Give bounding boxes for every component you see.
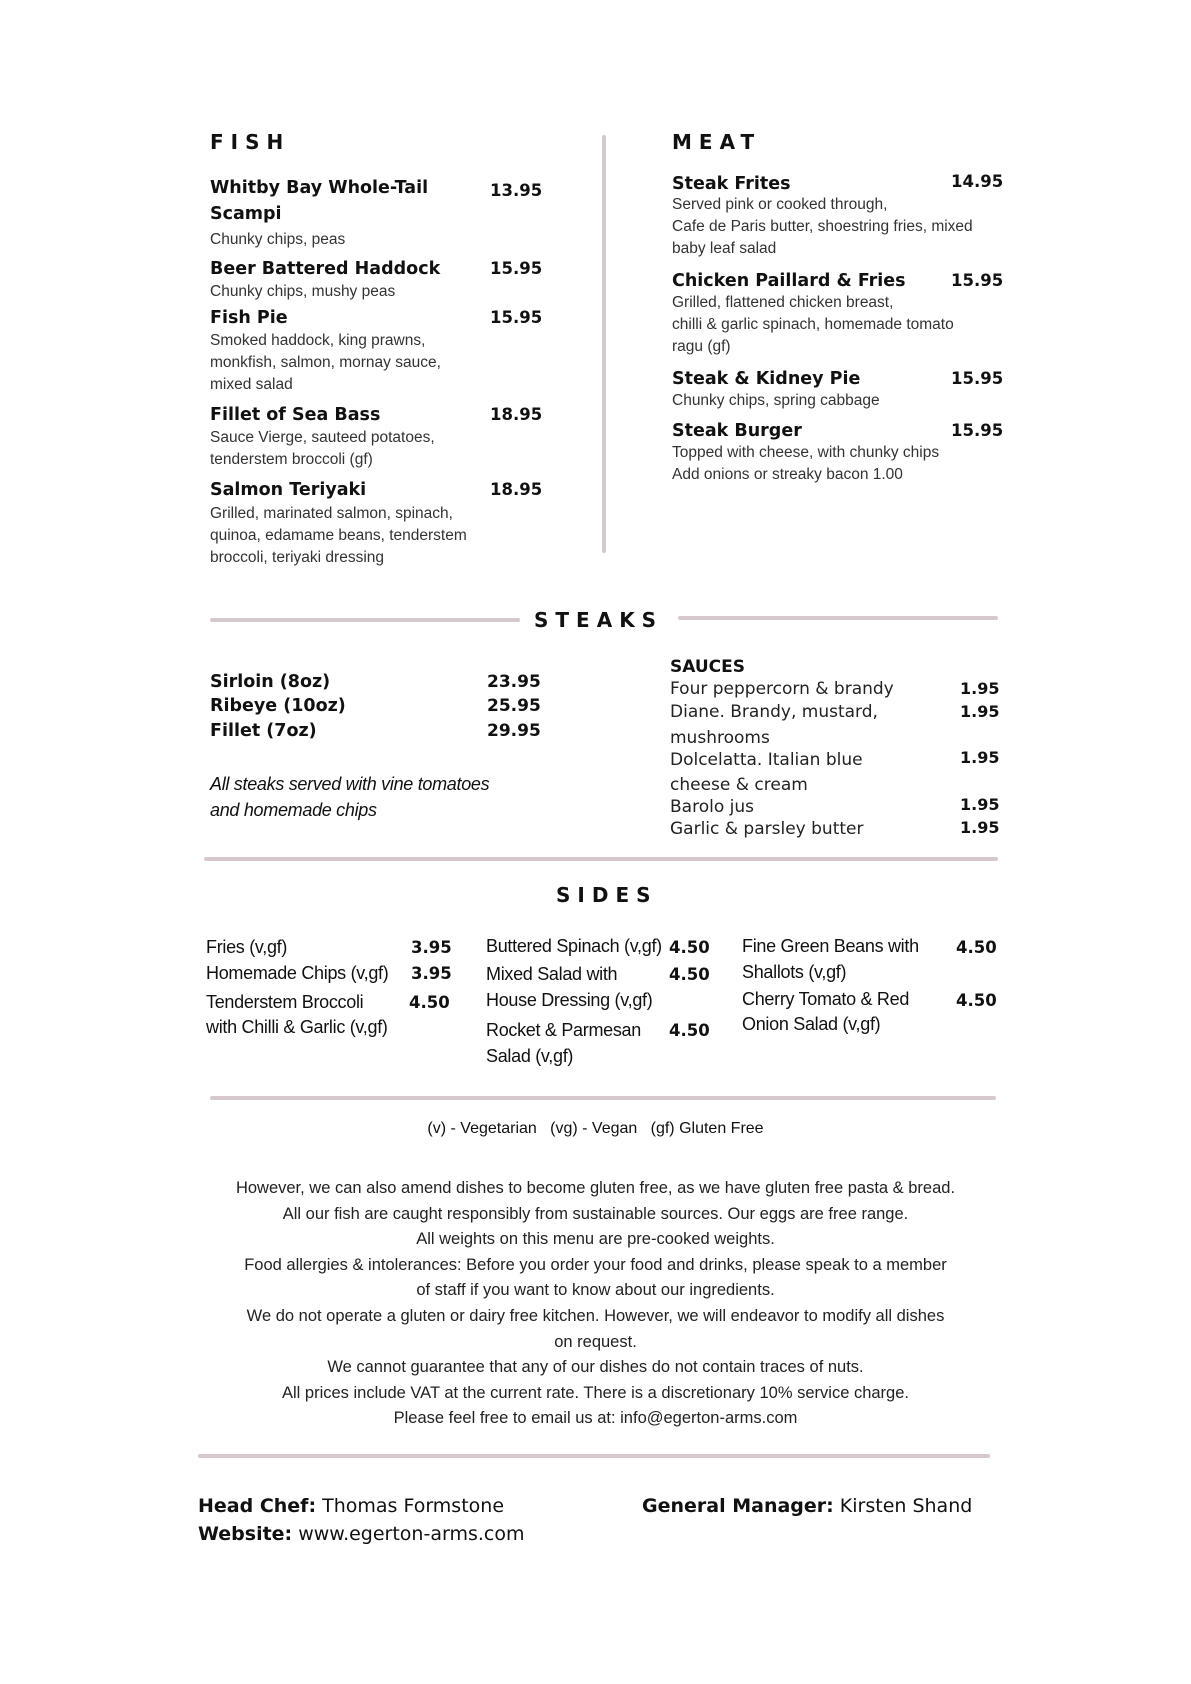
website-url[interactable]: www.egerton-arms.com — [292, 1523, 525, 1545]
item-name: Scampi — [210, 204, 282, 224]
sauce-name: Four peppercorn & brandy — [670, 679, 894, 699]
steaks-section-title: STEAKS — [534, 608, 664, 632]
side-price: 4.50 — [669, 1021, 710, 1040]
side-name: Tenderstem Broccoli — [206, 992, 364, 1012]
steak-price: 29.95 — [487, 721, 541, 741]
general-manager-label: General Manager: — [642, 1495, 834, 1517]
item-price: 15.95 — [490, 259, 543, 278]
steak-price: 23.95 — [487, 672, 541, 692]
general-manager-name: Kirsten Shand — [833, 1495, 973, 1517]
sauce-name: Garlic & parsley butter — [670, 819, 864, 839]
note-line: However, we can also amend dishes to become gluten free, as we have gluten free pasta & bread. — [235, 1179, 956, 1197]
meat-section-title: MEAT — [672, 130, 762, 154]
steak-name: Sirloin (8oz) — [210, 672, 331, 692]
note-line: All our fish are caught responsibly from sustainable sources. Our eggs are free range. — [282, 1204, 909, 1223]
item-description: mixed salad — [210, 376, 293, 393]
side-price: 4.50 — [669, 965, 710, 984]
item-price: 14.95 — [951, 172, 1004, 191]
head-chef-name: Thomas Formstone — [316, 1495, 505, 1517]
sauce-price: 1.95 — [960, 795, 1000, 814]
sauces-title: SAUCES — [670, 657, 746, 677]
steaks-note: and homemade chips — [210, 800, 377, 820]
note-line: Food allergies & intolerances: Before you order your food and drinks, please speak to a member — [244, 1255, 947, 1274]
side-name: with Chilli & Garlic (v,gf) — [206, 1017, 388, 1037]
item-description: Cafe de Paris butter, shoestring fries, mixed — [672, 218, 973, 235]
side-name: Buttered Spinach (v,gf) — [486, 936, 662, 956]
item-description: Topped with cheese, with chunky chips — [672, 444, 940, 461]
steaks-note: All steaks served with vine tomatoes — [210, 774, 490, 794]
side-name: Fries (v,gf) — [206, 937, 288, 957]
general-manager — [642, 1495, 972, 1517]
fish-section-title: FISH — [210, 130, 291, 154]
side-name: Salad (v,gf) — [486, 1046, 574, 1066]
item-description: Served pink or cooked through, — [672, 196, 888, 213]
sauce-price: 1.95 — [960, 748, 1000, 767]
website — [198, 1523, 524, 1545]
item-name: Chicken Paillard & Fries — [672, 271, 906, 291]
note-line: of staff if you want to know about our ingredients. — [416, 1281, 775, 1300]
side-name: Shallots (v,gf) — [742, 962, 847, 982]
side-name: Onion Salad (v,gf) — [742, 1014, 881, 1034]
item-name: Steak Frites — [672, 174, 791, 194]
item-description: tenderstem broccoli (gf) — [210, 451, 373, 468]
item-description: broccoli, teriyaki dressing — [210, 549, 385, 566]
item-description: Chunky chips, spring cabbage — [672, 392, 880, 409]
item-price: 15.95 — [951, 421, 1004, 440]
note-line: We cannot guarantee that any of our dishes do not contain traces of nuts. — [327, 1358, 864, 1377]
steaks-rule-right — [678, 616, 998, 620]
sauce-price: 1.95 — [960, 679, 1000, 698]
notes-block — [0, 1176, 1191, 1432]
item-description: chilli & garlic spinach, homemade tomato — [672, 316, 954, 333]
item-name: Steak & Kidney Pie — [672, 369, 861, 389]
item-description: Grilled, flattened chicken breast, — [672, 294, 894, 311]
side-name: Cherry Tomato & Red — [742, 989, 910, 1009]
note-line: All prices include VAT at the current rate. There is a discretionary 10% service charge. — [282, 1383, 909, 1402]
item-description: Smoked haddock, king prawns, — [210, 332, 426, 349]
sides-section-title: SIDES — [556, 883, 658, 907]
head-chef — [198, 1495, 504, 1517]
item-description: baby leaf salad — [672, 240, 777, 257]
item-description: Add onions or streaky bacon 1.00 — [672, 466, 903, 483]
sides-bottom-rule — [210, 1096, 996, 1100]
note-line: on request. — [554, 1332, 637, 1351]
item-name: Salmon Teriyaki — [210, 480, 367, 500]
item-description: Grilled, marinated salmon, spinach, — [210, 505, 453, 522]
sauce-name: cheese & cream — [670, 775, 808, 795]
item-price: 18.95 — [490, 480, 543, 499]
sauce-name: Diane. Brandy, mustard, — [670, 702, 878, 722]
sauce-price: 1.95 — [960, 702, 1000, 721]
steak-price: 25.95 — [487, 696, 541, 716]
side-price: 4.50 — [956, 991, 997, 1010]
sauce-name: Dolcelatta. Italian blue — [670, 750, 863, 770]
side-name: House Dressing (v,gf) — [486, 990, 653, 1010]
item-description: Chunky chips, mushy peas — [210, 283, 396, 300]
item-description: monkfish, salmon, mornay sauce, — [210, 354, 441, 371]
steaks-bottom-rule — [204, 857, 998, 861]
dietary-legend: (v) - Vegetarian (vg) - Vegan (gf) Gluten Free — [427, 1120, 764, 1137]
steak-name: Ribeye (10oz) — [210, 696, 346, 716]
item-name: Fillet of Sea Bass — [210, 405, 381, 425]
note-line: All weights on this menu are pre-cooked weights. — [416, 1230, 775, 1249]
item-price: 13.95 — [490, 181, 543, 200]
item-price: 15.95 — [951, 271, 1004, 290]
side-price: 4.50 — [669, 938, 710, 957]
item-price: 15.95 — [951, 369, 1004, 388]
item-description: ragu (gf) — [672, 338, 731, 355]
side-price: 3.95 — [411, 964, 452, 983]
sauce-price: 1.95 — [960, 818, 1000, 837]
item-name: Fish Pie — [210, 308, 288, 328]
item-description: Sauce Vierge, sauteed potatoes, — [210, 429, 435, 446]
side-name: Mixed Salad with — [486, 964, 618, 984]
note-line: We do not operate a gluten or dairy free kitchen. However, we will endeavor to modify all dishes — [246, 1306, 945, 1325]
item-price: 15.95 — [490, 308, 543, 327]
sauce-name: Barolo jus — [670, 797, 754, 817]
sauce-name: mushrooms — [670, 728, 770, 748]
side-name: Homemade Chips (v,gf) — [206, 963, 389, 983]
steaks-rule-left — [210, 618, 520, 622]
footer-rule — [198, 1454, 990, 1458]
note-line: Please feel free to email us at: info@egerton-arms.com — [393, 1409, 798, 1428]
item-description: quinoa, edamame beans, tenderstem — [210, 527, 467, 544]
column-divider — [602, 135, 606, 553]
head-chef-label: Head Chef: — [198, 1495, 317, 1517]
side-name: Fine Green Beans with — [742, 936, 919, 956]
item-name: Whitby Bay Whole-Tail — [210, 178, 429, 198]
website-label: Website: — [198, 1523, 293, 1545]
item-description: Chunky chips, peas — [210, 231, 346, 248]
item-name: Beer Battered Haddock — [210, 259, 441, 279]
item-price: 18.95 — [490, 405, 543, 424]
side-name: Rocket & Parmesan — [486, 1020, 641, 1040]
side-price: 3.95 — [411, 938, 452, 957]
side-price: 4.50 — [409, 993, 450, 1012]
steak-name: Fillet (7oz) — [210, 721, 317, 741]
item-name: Steak Burger — [672, 421, 802, 441]
side-price: 4.50 — [956, 938, 997, 957]
